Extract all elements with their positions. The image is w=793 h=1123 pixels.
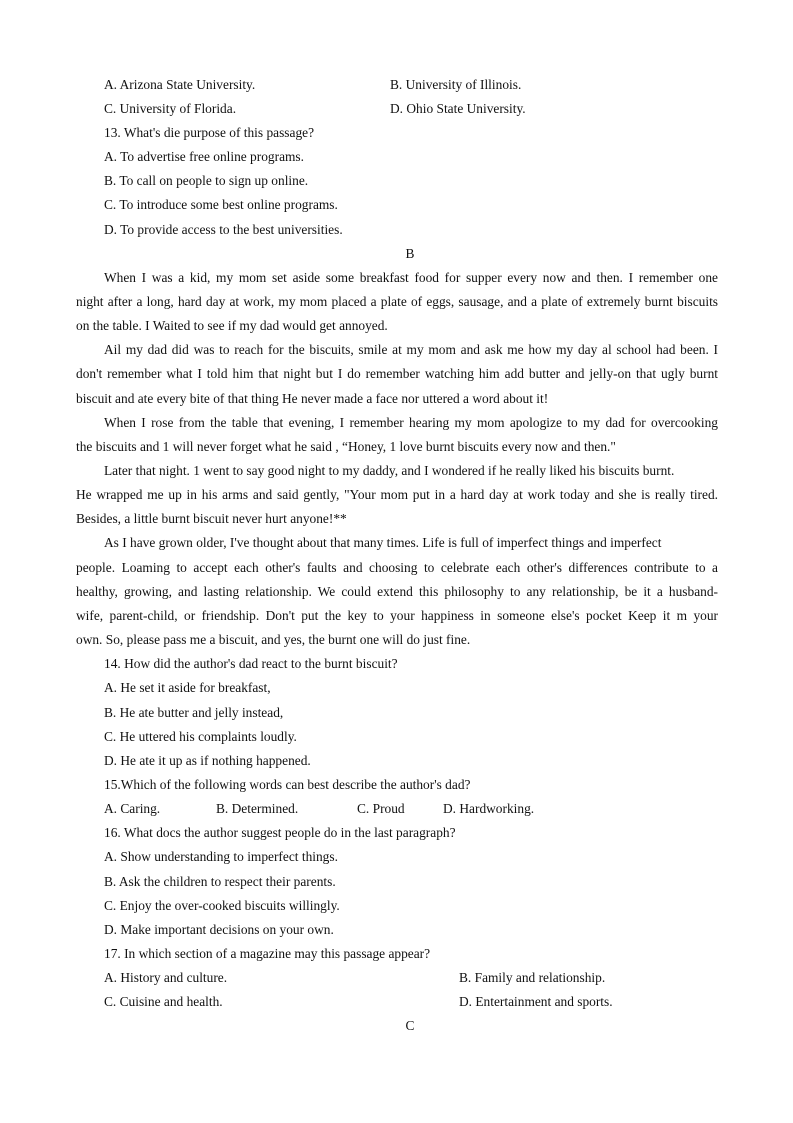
passage-p3-line2: the biscuits and 1 will never forget what he said , “Honey, 1 love burnt biscuits every now and then."	[76, 439, 616, 454]
q12-option-b: B. University of Illinois.	[390, 77, 522, 92]
q12-option-d: D. Ohio State University.	[390, 101, 526, 116]
q14-option-c: C. He uttered his complaints loudly.	[104, 729, 297, 744]
q14-stem: 14. How did the author's dad react to the burnt biscuit?	[104, 656, 398, 671]
q17-option-a: A. History and culture.	[104, 970, 228, 985]
q12-option-c: C. University of Florida.	[104, 101, 237, 116]
passage-p2-line3: biscuit and ate every bite of that thing He never made a face nor uttered a word about it!	[76, 391, 549, 406]
q14-option-d: D. He ate it up as if nothing happened.	[104, 753, 311, 768]
q17-stem: 17. In which section of a magazine may this passage appear?	[104, 946, 431, 961]
q13-option-a: A. To advertise free online programs.	[104, 149, 304, 164]
q16-option-c: C. Enjoy the over-cooked biscuits willingly.	[104, 898, 340, 913]
passage-p4-line1: Later that night. 1 went to say good night to my daddy, and I wondered if he really liked his biscuits burnt.	[104, 463, 675, 478]
q15-stem: 15.Which of the following words can best describe the author's dad?	[104, 777, 471, 792]
q16-stem: 16. What docs the author suggest people do in the last paragraph?	[104, 825, 456, 840]
q13-stem: 13. What's die purpose of this passage?	[104, 125, 315, 140]
q12-option-a: A. Arizona State University.	[104, 77, 256, 92]
passage-p4-line2: He wrapped me up in his arms and said gently, "Your mom put in a hard day at work today and she is really tired.	[76, 487, 718, 502]
passage-p1-line1: When I was a kid, my mom set aside some breakfast food for supper every now and then. I remember one	[104, 270, 718, 285]
section-b-heading: B	[405, 246, 415, 261]
q14-option-b: B. He ate butter and jelly instead,	[104, 705, 284, 720]
passage-p5-line2: people. Loaming to accept each other's faults and choosing to celebrate each other's differences contribute to a	[76, 560, 718, 575]
passage-p4-line3: Besides, a little burnt biscuit never hurt anyone!**	[76, 511, 347, 526]
q15-option-d: D. Hardworking.	[443, 801, 535, 816]
q15-option-a: A. Caring.	[104, 801, 161, 816]
q17-option-c: C. Cuisine and health.	[104, 994, 223, 1009]
q13-option-c: C. To introduce some best online programs.	[104, 197, 338, 212]
passage-p5-line4: wife, parent-child, or friendship. Don't put the key to your happiness in someone else's pocket Keep it m your	[76, 608, 718, 623]
passage-p3-line1: When I rose from the table that evening, I remember hearing my mom apologize to my dad for overcooking	[104, 415, 718, 430]
passage-p5-line3: healthy, growing, and lasting relationship. We could extend this philosophy to any relationship, be it a husband-	[76, 584, 718, 599]
passage-p1-line3: on the table. I Waited to see if my dad would get annoyed.	[76, 318, 388, 333]
q13-option-b: B. To call on people to sign up online.	[104, 173, 309, 188]
passage-p5-line5: own. So, please pass me a biscuit, and yes, the burnt one will do just fine.	[76, 632, 471, 647]
passage-p2-line2: don't remember what I told him that night but I do remember watching him add butter and jelly-on that ugly burnt	[76, 366, 718, 381]
passage-p1-line2: night after a long, hard day at work, my mom placed a plate of eggs, sausage, and a plate of extremely burnt biscuits	[76, 294, 718, 309]
q17-option-b: B. Family and relationship.	[459, 970, 606, 985]
passage-p5-line1: As I have grown older, I've thought about that many times. Life is full of imperfect things and imperfect	[104, 535, 662, 550]
q15-option-b: B. Determined.	[216, 801, 299, 816]
q13-option-d: D. To provide access to the best universities.	[104, 222, 343, 237]
q15-option-c: C. Proud	[357, 801, 405, 816]
q16-option-a: A. Show understanding to imperfect things.	[104, 849, 338, 864]
q16-option-b: B. Ask the children to respect their parents.	[104, 874, 336, 889]
q17-option-d: D. Entertainment and sports.	[459, 994, 613, 1009]
section-c-heading: C	[405, 1018, 415, 1033]
q14-option-a: A. He set it aside for breakfast,	[104, 680, 271, 695]
passage-p2-line1: Ail my dad did was to reach for the biscuits, smile at my mom and ask me how my day al school had been. I	[104, 342, 718, 357]
q16-option-d: D. Make important decisions on your own.	[104, 922, 334, 937]
